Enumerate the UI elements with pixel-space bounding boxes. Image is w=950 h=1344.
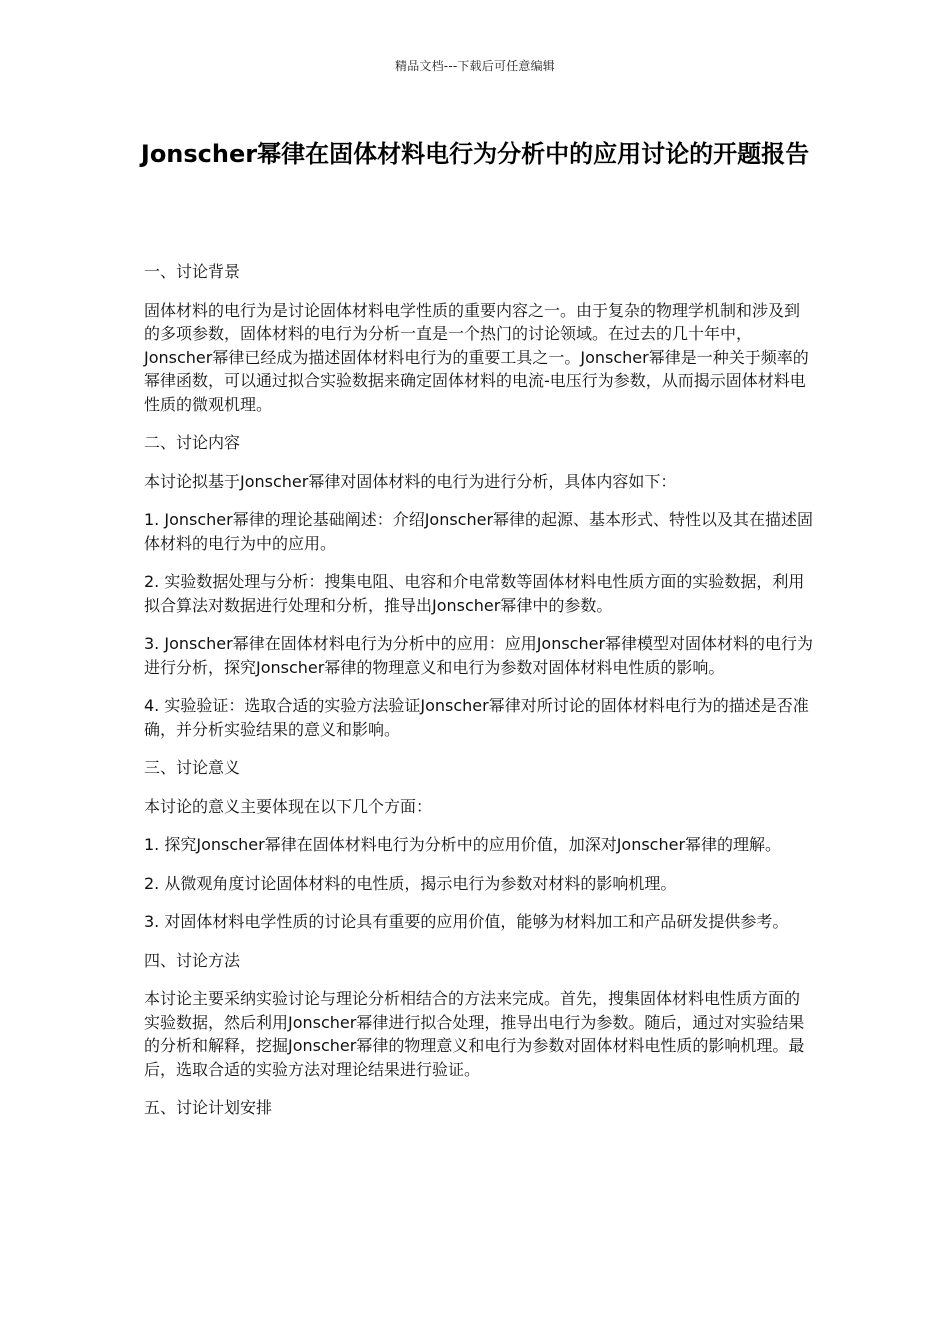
page-header-note: 精品文档---下载后可任意编辑	[395, 59, 555, 73]
list-item: 2. 实验数据处理与分析：搜集电阻、电容和介电常数等固体材料电性质方面的实验数据，利用拟合算法对数据进行处理和分析，推导出Jonscher幂律中的参数。	[144, 572, 805, 615]
section-heading-method: 四、讨论方法	[144, 950, 241, 970]
list-item: 2. 从微观角度讨论固体材料的电性质，揭示电行为参数对材料的影响机理。	[144, 873, 677, 893]
section-heading-content: 二、讨论内容	[144, 433, 241, 452]
list-item: 3. 对固体材料电学性质的讨论具有重要的应用价值，能够为材料加工和产品研发提供参考。	[144, 912, 789, 931]
section-heading-significance: 三、讨论意义	[144, 758, 241, 777]
list-item: 1. 探究Jonscher幂律在固体材料电行为分析中的应用价值，加深对Jonscher幂律的理解。	[144, 835, 782, 854]
document-title: Jonscher幂律在固体材料电行为分析中的应用讨论的开题报告	[140, 140, 810, 168]
list-item: 4. 实验验证：选取合适的实验方法验证Jonscher幂律对所讨论的固体材料电行为的描述是否准确，并分析实验结果的意义和影响。	[144, 696, 809, 739]
paragraph: 本讨论拟基于Jonscher幂律对固体材料的电行为进行分析，具体内容如下：	[144, 471, 677, 491]
list-item: 3. Jonscher幂律在固体材料电行为分析中的应用：应用Jonscher幂律模型对固体材料的电行为进行分析，探究Jonscher幂律的物理意义和电行为参数对固体材料电性质的影响。	[144, 634, 814, 677]
section-heading-plan: 五、讨论计划安排	[144, 1098, 273, 1117]
paragraph: 固体材料的电行为是讨论固体材料电学性质的重要内容之一。由于复杂的物理学机制和涉及到的多项参数，固体材料的电行为分析一直是一个热门的讨论领域。在过去的几十年中，Jonscher幂律已经成为描述固体材料电行为的重要工具之一。Jonscher幂律是一种关于频率的幂律函数，可以通过拟合实验数据来确定固体材料的电流-电压行为参数，从而揭示固体材料电性质的微观机理。	[144, 300, 809, 414]
section-heading-background: 一、讨论背景	[144, 262, 241, 281]
paragraph: 本讨论主要采纳实验讨论与理论分析相结合的方法来完成。首先，搜集固体材料电性质方面的实验数据，然后利用Jonscher幂律进行拟合处理，推导出电行为参数。随后，通过对实验结果的分析和解释，挖掘Jonscher幂律的物理意义和电行为参数对固体材料电性质的影响机理。最后，选取合适的实验方法对理论结果进行验证。	[144, 989, 805, 1079]
document-body	[144, 260, 814, 1135]
list-item: 1. Jonscher幂律的理论基础阐述：介绍Jonscher幂律的起源、基本形式、特性以及其在描述固体材料的电行为中的应用。	[144, 510, 814, 553]
paragraph: 本讨论的意义主要体现在以下几个方面：	[144, 796, 433, 816]
